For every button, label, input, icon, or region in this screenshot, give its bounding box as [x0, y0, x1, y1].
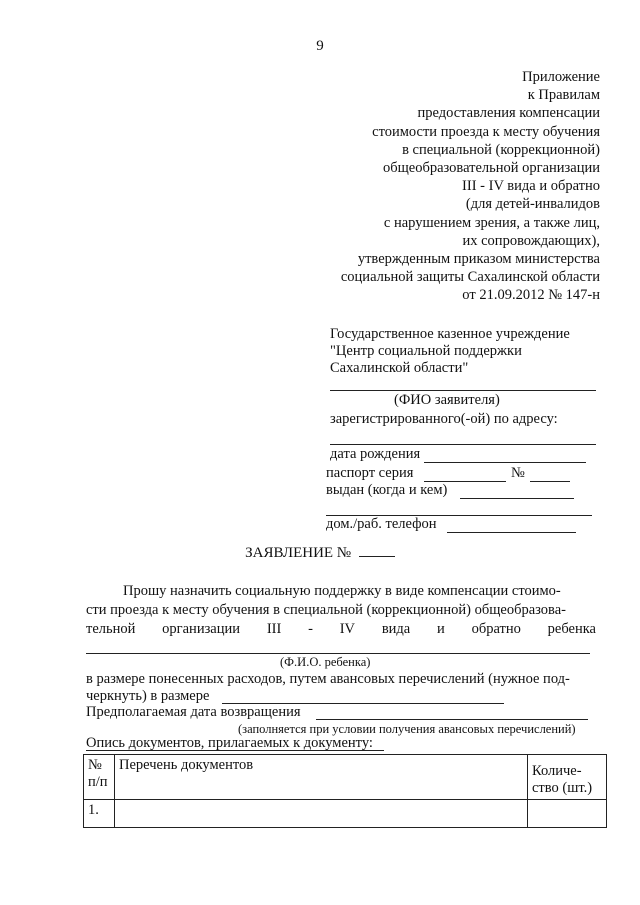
header-text: ство (шт.) [532, 780, 593, 796]
appendix-line: (для детей-инвалидов [465, 196, 600, 213]
phone-label: дом./раб. телефон [326, 516, 437, 532]
header-text: № [88, 757, 102, 773]
passport-number-label: № [511, 465, 525, 481]
fio-caption: (ФИО заявителя) [394, 392, 500, 408]
addressee-line: Государственное казенное учреждение [330, 326, 570, 342]
word: - [308, 621, 313, 637]
header-text: Перечень документов [119, 757, 254, 773]
inventory-underline [86, 750, 384, 751]
word: ребенка [547, 621, 596, 637]
request-line: Прошу назначить социальную поддержку в виде компенсации стоимо- [123, 583, 561, 599]
return-date-label: Предполагаемая дата возвращения [86, 704, 301, 720]
appendix-line: Приложение [522, 69, 600, 85]
header-text: Количе- [532, 763, 582, 779]
passport-number-field[interactable] [530, 481, 570, 482]
appendix-line: III - IV вида и обратно [462, 178, 600, 195]
table-cell-quantity[interactable] [528, 800, 607, 828]
appendix-line: общеобразовательной организации [382, 160, 600, 177]
appendix-line: с нарушением зрения, а также лиц, [383, 214, 600, 231]
appendix-line: стоимости проезда к месту обучения [372, 123, 600, 140]
return-date-note: (заполняется при условии получения авансовых перечислений) [238, 722, 576, 736]
appendix-line: социальной защиты Сахалинской области [340, 269, 600, 286]
table-row [84, 800, 607, 828]
birth-date-label: дата рождения [330, 446, 421, 462]
request-line: сти проезда к месту обучения в специальной (коррекционной) общеобразова- [86, 602, 566, 618]
word: III [266, 621, 282, 637]
documents-table [83, 754, 607, 828]
appendix-line: их сопровождающих), [462, 232, 600, 249]
amount-line: черкнуть) в размере [86, 688, 210, 704]
issued-by-field[interactable] [460, 498, 574, 499]
table-header-row [84, 755, 607, 800]
word: обратно [471, 621, 521, 637]
word: тельной [86, 621, 136, 637]
application-number-field[interactable] [359, 556, 395, 557]
appendix-line: от 21.09.2012 № 147-н [462, 287, 600, 304]
addressee-line: "Центр социальной поддержки [330, 343, 522, 359]
table-header-quantity [528, 755, 607, 800]
appendix-line: в специальной (коррекционной) [402, 141, 600, 158]
addressee-line: Сахалинской области" [330, 360, 469, 376]
address-field[interactable] [330, 444, 596, 445]
word: организации [162, 621, 241, 637]
issued-by-label: выдан (когда и кем) [326, 482, 448, 498]
document-title [0, 545, 640, 562]
registered-address-label: зарегистрированного(-ой) по адресу: [330, 411, 558, 427]
word: вида [381, 621, 411, 637]
word: IV [339, 621, 356, 637]
page-number: 9 [316, 38, 324, 54]
table-cell-number: 1. [84, 800, 115, 828]
appendix-line: утвержденным приказом министерства [357, 251, 600, 268]
table-cell-document[interactable] [115, 800, 528, 828]
table-header-number [84, 755, 115, 800]
amount-line: в размере понесенных расходов, путем авансовых перечислений (нужное под- [86, 671, 570, 687]
return-date-field[interactable] [316, 719, 588, 720]
title-text: ЗАЯВЛЕНИЕ № [245, 545, 352, 561]
appendix-header [270, 68, 600, 305]
inventory-label: Опись документов, прилагаемых к документу: [86, 735, 373, 751]
child-name-field[interactable] [86, 653, 590, 654]
applicant-name-field[interactable] [330, 390, 596, 391]
appendix-line: предоставления компенсации [417, 105, 600, 122]
header-text: п/п [88, 774, 108, 790]
appendix-line: к Правилам [527, 87, 600, 104]
table-header-documents [115, 755, 528, 800]
request-line-justified [86, 620, 596, 639]
child-name-caption: (Ф.И.О. ребенка) [280, 655, 371, 669]
addressee-block [330, 326, 610, 377]
passport-series-label: паспорт серия [326, 465, 414, 481]
birth-date-field[interactable] [424, 462, 586, 463]
word: и [437, 621, 445, 637]
phone-field[interactable] [447, 532, 576, 533]
